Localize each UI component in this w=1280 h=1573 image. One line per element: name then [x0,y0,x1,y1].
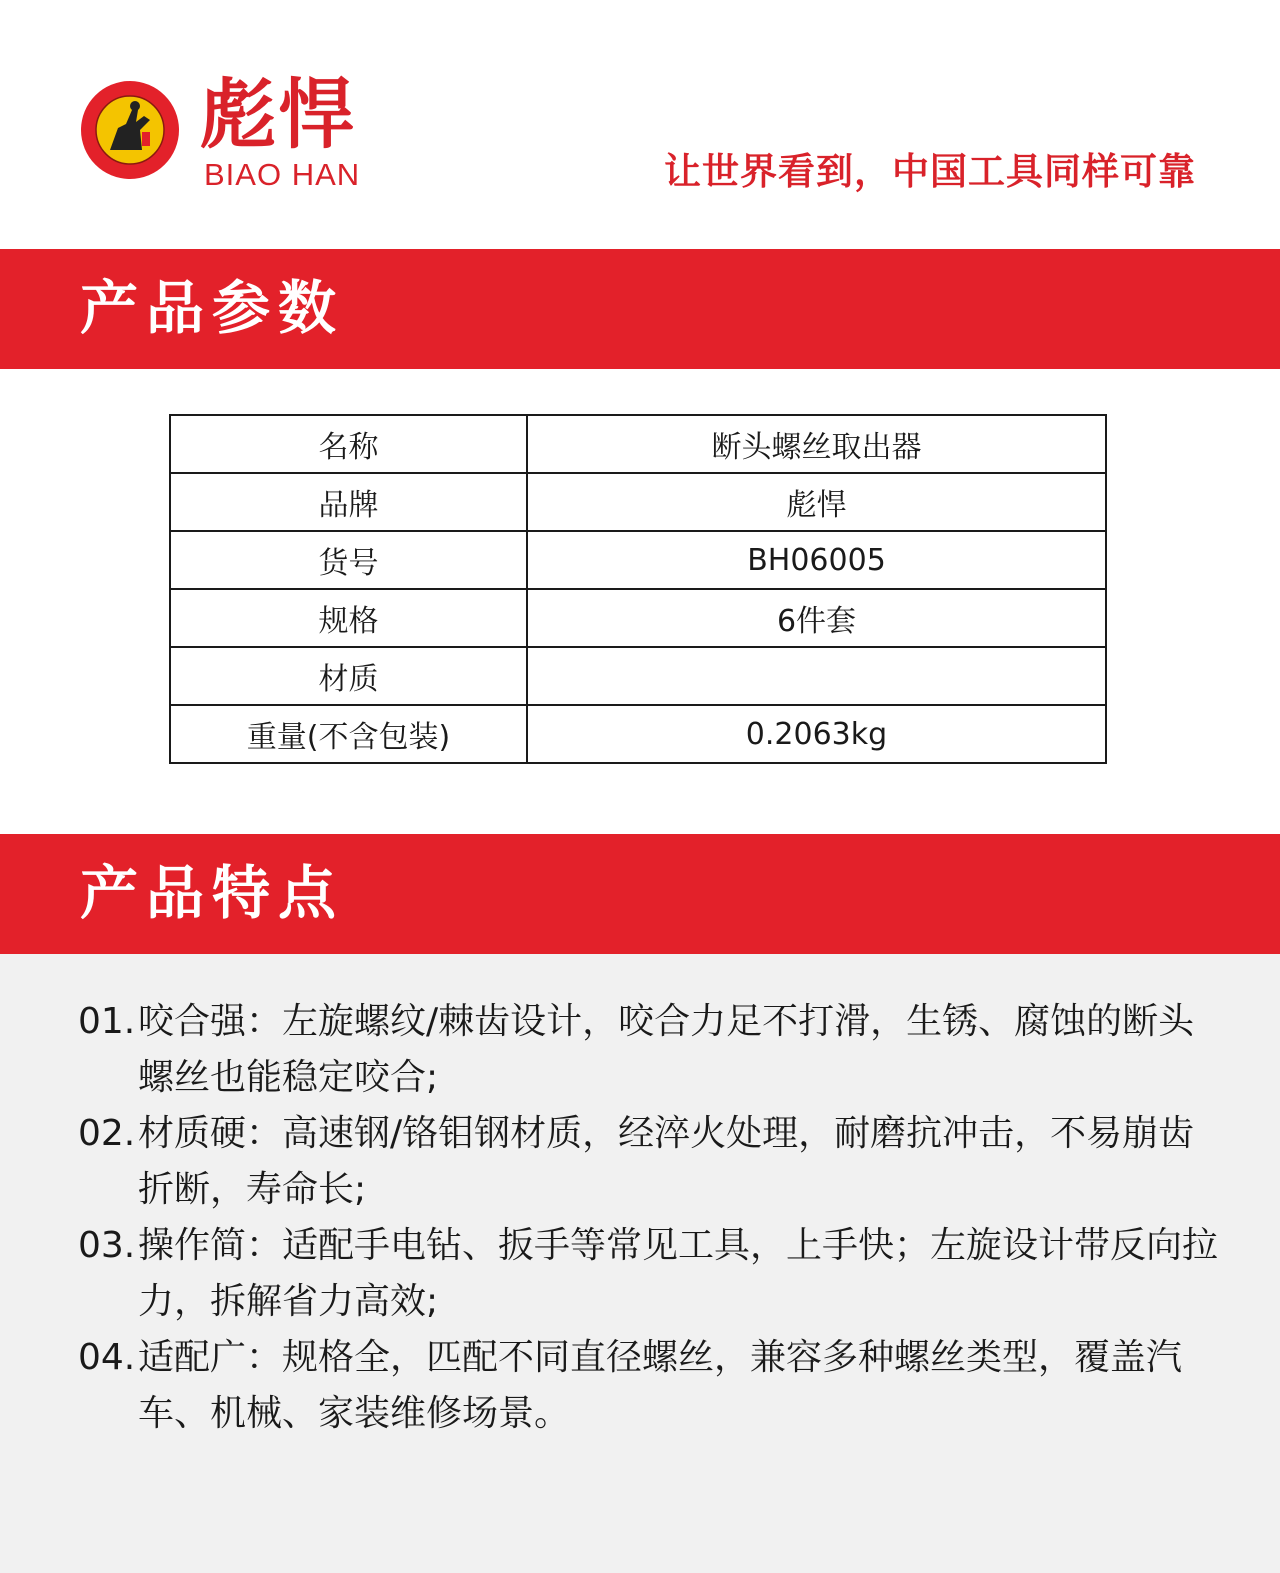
param-key: 规格 [170,589,527,647]
feature-number: 02. [78,1113,136,1154]
param-key: 货号 [170,531,527,589]
features-area [0,954,1280,1573]
features-section-header [0,834,1280,954]
param-key: 品牌 [170,473,527,531]
param-key: 材质 [170,647,527,705]
params-row [170,415,1106,473]
param-value: 断头螺丝取出器 [527,415,1106,473]
feature-number: 01. [78,1001,136,1042]
params-section-header [0,249,1280,369]
features-list [78,994,1218,1442]
params-row [170,705,1106,763]
params-row [170,531,1106,589]
feature-item [78,1106,1218,1218]
params-row [170,473,1106,531]
page-header [0,0,1280,250]
feature-text: 适配广：规格全，匹配不同直径螺丝，兼容多种螺丝类型，覆盖汽车、机械、家装维修场景。 [138,1337,1183,1434]
param-value: 0.2063kg [527,705,1106,763]
feature-number: 03. [78,1225,136,1266]
feature-text: 咬合强：左旋螺纹/棘齿设计，咬合力足不打滑，生锈、腐蚀的断头螺丝也能稳定咬合; [138,1001,1195,1098]
params-section-title: 产品参数 [80,274,345,342]
params-row [170,647,1106,705]
params-row [170,589,1106,647]
feature-text: 材质硬：高速钢/铬钼钢材质，经淬火处理，耐磨抗冲击，不易崩齿折断，寿命长; [138,1113,1195,1210]
feature-item [78,1218,1218,1330]
brand-slogan: 让世界看到，中国工具同样可靠 [664,150,1196,193]
features-section-title: 产品特点 [80,859,345,927]
feature-number: 04. [78,1337,136,1378]
param-value: BH06005 [527,531,1106,589]
feature-item [78,994,1218,1106]
feature-text: 操作简：适配手电钻、扳手等常见工具，上手快；左旋设计带反向拉力，拆解省力高效; [138,1225,1219,1322]
param-key: 重量(不含包装) [170,705,527,763]
feature-item [78,1330,1218,1442]
brand-name-cn: 彪悍 [200,70,356,159]
param-value: 彪悍 [527,473,1106,531]
params-table [169,414,1107,764]
param-value [527,647,1106,705]
param-value: 6件套 [527,589,1106,647]
brand-logo-icon [80,80,180,180]
param-key: 名称 [170,415,527,473]
brand-name-en: BIAO HAN [204,157,361,192]
